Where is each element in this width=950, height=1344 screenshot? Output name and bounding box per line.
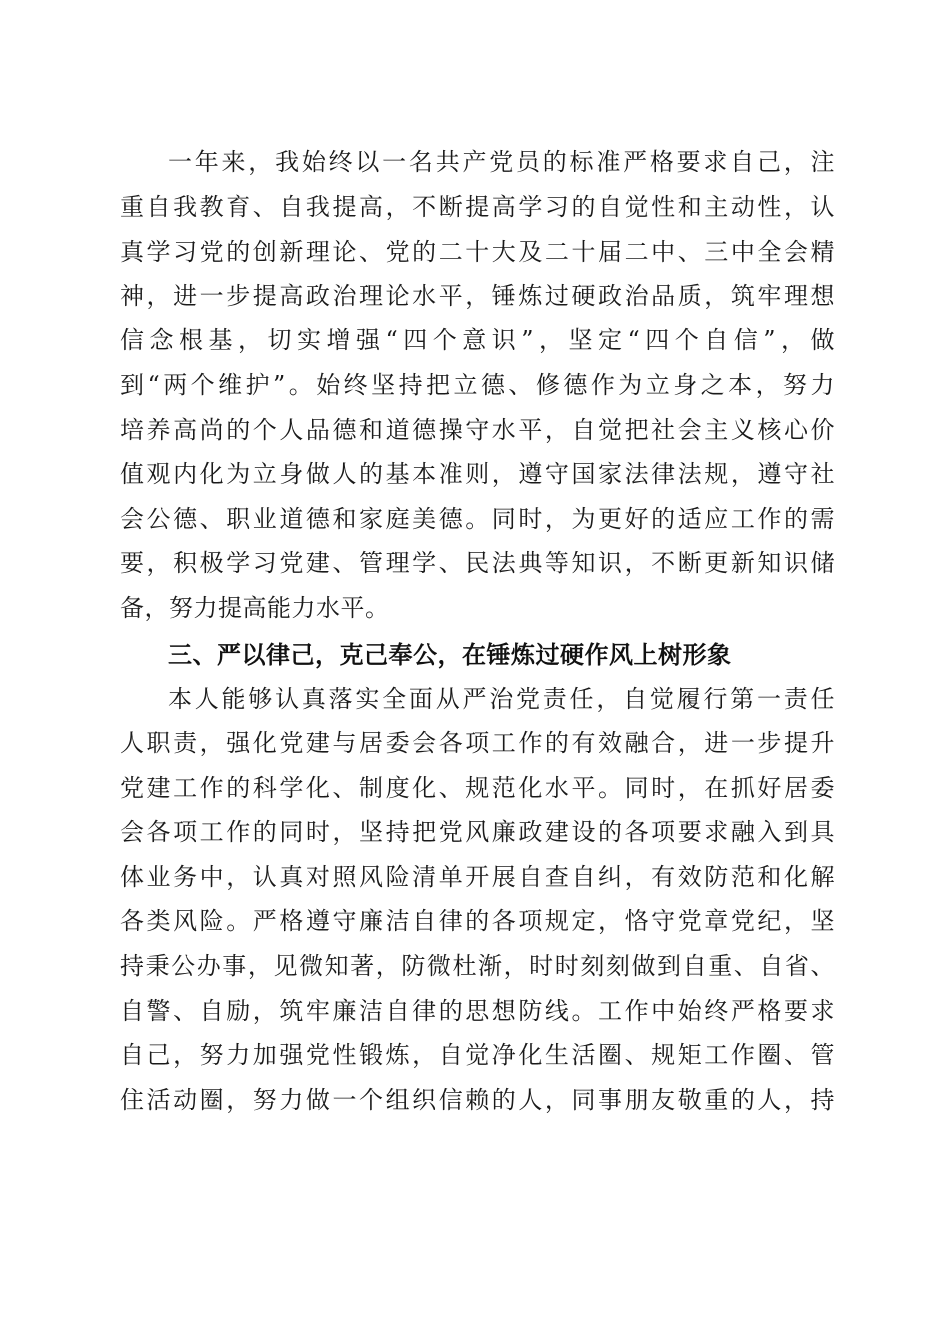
- paragraph1-line-11: 备，努力提高能力水平。: [120, 594, 390, 622]
- paragraph1-line-3: 真学习党的创新理论、党的二十大及二十届二中、三中全会精: [120, 238, 835, 266]
- paragraph1-line-2: 重自我教育、自我提高，不断提高学习的自觉性和主动性，认: [120, 193, 835, 221]
- paragraph1-line-7: 培养高尚的个人品德和道德操守水平，自觉把社会主义核心价: [120, 416, 835, 444]
- paragraph1-line-6: 到“两个维护”。始终坚持把立德、修德作为立身之本，努力: [120, 371, 835, 399]
- paragraph2-line-4: 会各项工作的同时，坚持把党风廉政建设的各项要求融入到具: [120, 818, 835, 846]
- paragraph2-line-7: 持秉公办事，见微知著，防微杜渐，时时刻刻做到自重、自省、: [120, 952, 835, 980]
- paragraph2-line-2: 人职责，强化党建与居委会各项工作的有效融合，进一步提升: [120, 729, 835, 757]
- paragraph1-line-10: 要，积极学习党建、管理学、民法典等知识，不断更新知识储: [120, 549, 835, 577]
- paragraph2-line-10: 住活动圈，努力做一个组织信赖的人，同事朋友敬重的人，持: [120, 1086, 835, 1114]
- paragraph2-line-1: 本人能够认真落实全面从严治党责任，自觉履行第一责任: [168, 685, 835, 713]
- paragraph1-line-4: 神，进一步提高政治理论水平，锤炼过硬政治品质，筑牢理想: [120, 282, 835, 310]
- paragraph2-line-5: 体业务中，认真对照风险清单开展自查自纠，有效防范和化解: [120, 863, 835, 891]
- paragraph2-line-6: 各类风险。严格遵守廉洁自律的各项规定，恪守党章党纪，坚: [120, 907, 835, 935]
- paragraph2-line-3: 党建工作的科学化、制度化、规范化水平。同时，在抓好居委: [120, 774, 835, 802]
- paragraph2-line-9: 自己，努力加强党性锻炼，自觉净化生活圈、规矩工作圈、管: [120, 1041, 835, 1069]
- paragraph1-line-1: 一年来，我始终以一名共产党员的标准严格要求自己，注: [168, 148, 835, 176]
- paragraph2-line-8: 自警、自励，筑牢廉洁自律的思想防线。工作中始终严格要求: [120, 997, 835, 1025]
- section3-heading: 三、严以律己，克己奉公，在锤炼过硬作风上树形象: [168, 641, 732, 669]
- paragraph1-line-8: 值观内化为立身做人的基本准则，遵守国家法律法规，遵守社: [120, 460, 835, 488]
- paragraph1-line-5: 信念根基，切实增强“四个意识”，坚定“四个自信”，做: [120, 326, 835, 354]
- paragraph1-line-9: 会公德、职业道德和家庭美德。同时，为更好的适应工作的需: [120, 505, 835, 533]
